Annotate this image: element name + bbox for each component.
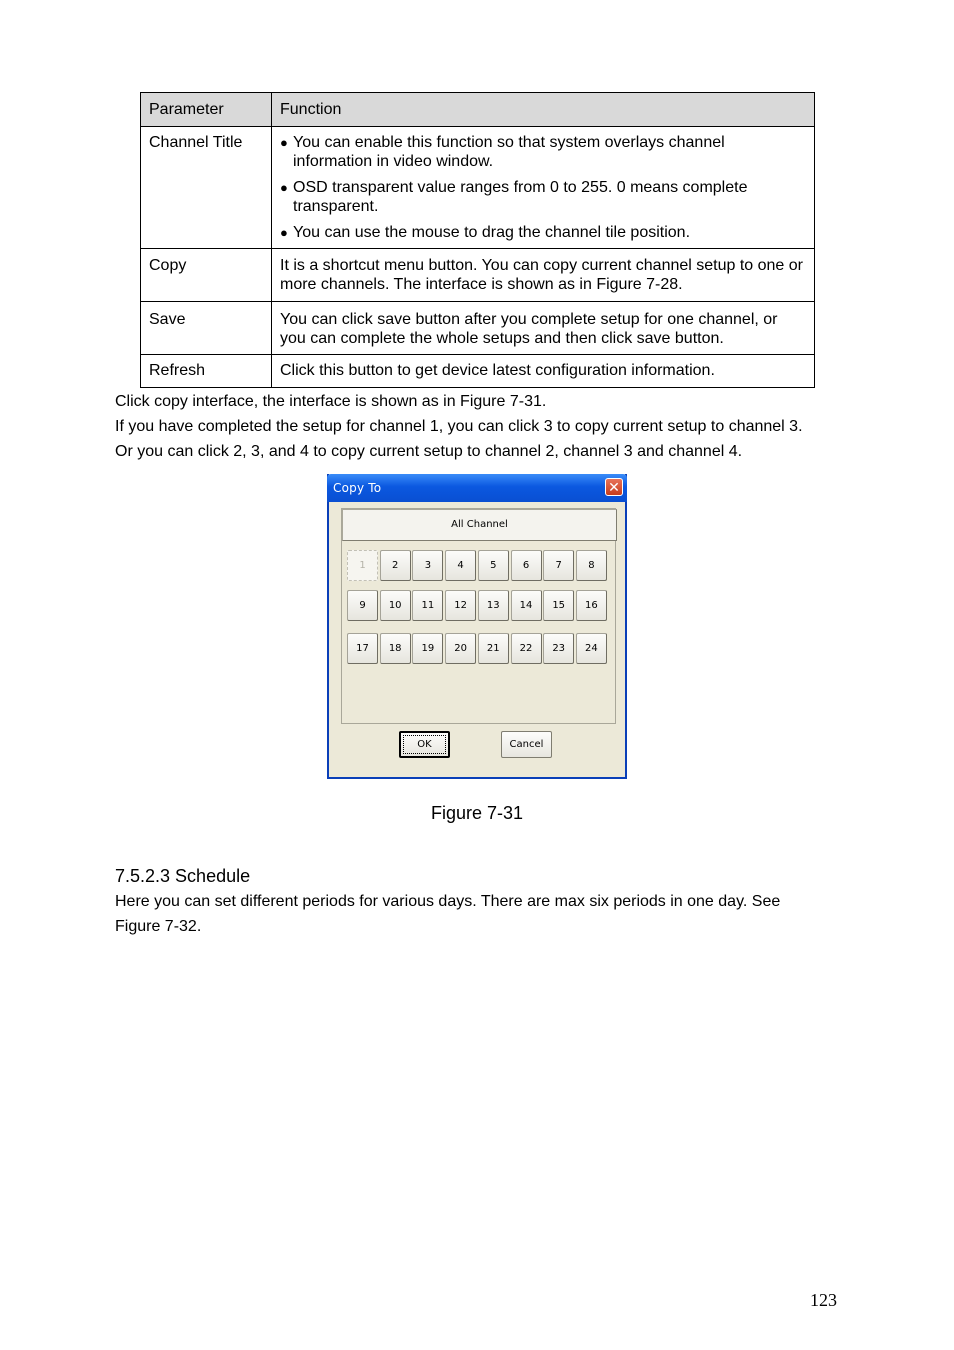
section-heading: 7.5.2.3 Schedule: [115, 866, 251, 886]
body-paragraph: Click copy interface, the interface is shown as in Figure 7-31.: [115, 393, 547, 410]
channel-button-17[interactable]: 17: [347, 633, 378, 664]
channel-button-6[interactable]: 6: [511, 550, 542, 581]
page-number: 123: [810, 1290, 837, 1310]
channel-button-4[interactable]: 4: [445, 550, 476, 581]
list-item: ● You can use the mouse to drag the channel tile position.: [280, 224, 691, 241]
dialog-titlebar[interactable]: [327, 474, 627, 502]
parameter-table: [140, 92, 815, 388]
figure-caption: Figure 7-31: [430, 803, 524, 823]
row-parameter: Refresh: [141, 355, 272, 388]
channel-button-1: 1: [347, 550, 378, 581]
dialog-title: Copy To: [333, 481, 382, 495]
channel-button-24[interactable]: 24: [576, 633, 607, 664]
channel-button-23[interactable]: 23: [543, 633, 574, 664]
channel-button-9[interactable]: 9: [347, 590, 378, 621]
channel-button-18[interactable]: 18: [380, 633, 411, 664]
header-function: Function: [272, 93, 815, 127]
row-function: It is a shortcut menu button. You can copy current channel setup to one or more channels. The interface is shown as in Figure 7-28.: [272, 249, 815, 302]
row-function: Click this button to get device latest configuration information.: [272, 355, 815, 388]
channel-button-3[interactable]: 3: [412, 550, 443, 581]
section-text: Here you can set different periods for various days. There are max six periods in one day. See: [115, 893, 781, 910]
channel-button-10[interactable]: 10: [380, 590, 411, 621]
channel-button-13[interactable]: 13: [478, 590, 509, 621]
table-row: [141, 249, 815, 302]
section-text: Figure 7-32.: [115, 918, 202, 935]
row-parameter: Copy: [141, 249, 272, 302]
table-row: [141, 302, 815, 355]
bullet-list: [280, 133, 806, 242]
channel-button-7[interactable]: 7: [543, 550, 574, 581]
channel-button-5[interactable]: 5: [478, 550, 509, 581]
channel-button-14[interactable]: 14: [511, 590, 542, 621]
close-icon[interactable]: ✕: [605, 478, 623, 496]
channel-button-19[interactable]: 19: [412, 633, 443, 664]
channel-button-11[interactable]: 11: [412, 590, 443, 621]
channel-button-12[interactable]: 12: [445, 590, 476, 621]
table-header-row: [141, 93, 815, 127]
bullet-icon: ●: [280, 180, 288, 195]
row-function: [272, 127, 815, 249]
channel-button-21[interactable]: 21: [478, 633, 509, 664]
bullet-icon: ●: [280, 135, 288, 150]
row-function: You can click save button after you complete setup for one channel, or you can complete the whole setups and then click save button.: [272, 302, 815, 355]
channel-button-8[interactable]: 8: [576, 550, 607, 581]
body-paragraph: If you have completed the setup for channel 1, you can click 3 to copy current setup to channel 3.: [115, 418, 803, 435]
channel-panel: [341, 508, 616, 724]
channel-button-16[interactable]: 16: [576, 590, 607, 621]
channel-button-22[interactable]: 22: [511, 633, 542, 664]
header-parameter: Parameter: [141, 93, 272, 127]
channel-button-2[interactable]: 2: [380, 550, 411, 581]
cancel-button[interactable]: Cancel: [501, 731, 552, 758]
body-paragraph: Or you can click 2, 3, and 4 to copy current setup to channel 2, channel 3 and channel 4.: [115, 443, 743, 460]
list-item: ● OSD transparent value ranges from 0 to 255. 0 means complete transparent.: [280, 179, 748, 215]
table-row: [141, 127, 815, 249]
row-parameter: Save: [141, 302, 272, 355]
channel-button-20[interactable]: 20: [445, 633, 476, 664]
row-parameter: Channel Title: [141, 127, 272, 249]
copy-to-dialog: [327, 474, 627, 779]
channel-button-15[interactable]: 15: [543, 590, 574, 621]
table-row: [141, 355, 815, 388]
list-item: ● You can enable this function so that system overlays channel information in video window.: [280, 134, 725, 170]
all-channel-button[interactable]: All Channel: [342, 509, 617, 541]
bullet-icon: ●: [280, 225, 288, 240]
ok-button[interactable]: OK: [399, 731, 450, 758]
